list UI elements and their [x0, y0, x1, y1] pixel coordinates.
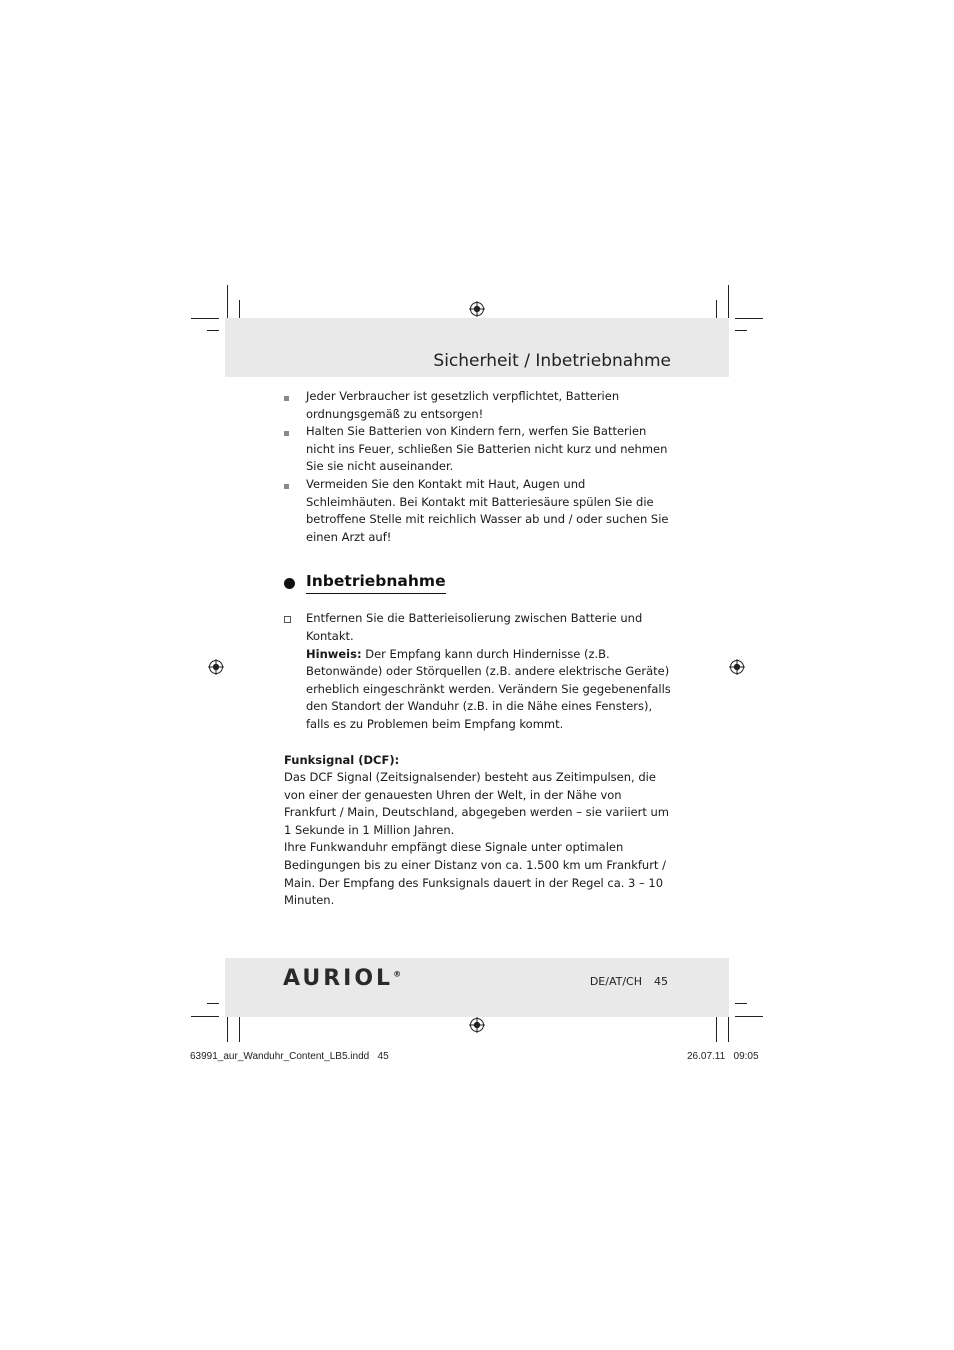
page-content: [284, 388, 672, 910]
hint-label: Hinweis:: [306, 646, 362, 661]
list-item: Vermeiden Sie den Kontakt mit Haut, Augen und Schleimhäuten. Bei Kontakt mit Batteriesäure spülen Sie die betroffene Stelle mit reichlich Wasser ab und / oder suchen Sie einen Arzt auf!: [284, 476, 672, 546]
subsection-title: Funksignal (DCF):: [284, 752, 400, 767]
paragraph: Das DCF Signal (Zeitsignalsender) besteht aus Zeitimpulsen, die von einer der genauesten Uhren der Welt, in der Nähe von Frankfurt / Main, Deutschland, abgegeben werden – sie variiert um 1 Sekunde in 1 Million Jahren.: [284, 770, 669, 837]
hint-text: Der Empfang kann durch Hindernisse (z.B. Betonwände) oder Störquellen (z.B. andere elektrische Geräte) erheblich eingeschränkt werden. Verändern Sie gegebenenfalls den Standort der Wanduhr (z.B. in die Nähe eines Fensters), falls es zu Problemen beim Empfang kommt.: [306, 646, 671, 731]
crop-mark: [191, 1016, 219, 1017]
paragraph: Ihre Funkwanduhr empfängt diese Signale unter optimalen Bedingungen bis zu einer Distanz von ca. 1.500 km um Frankfurt / Main. Der Empfang des Funksignals dauert in der Regel ca. 3 – 10 Minuten.: [284, 840, 666, 908]
registration-mark-icon: [208, 659, 224, 675]
section-heading: [284, 573, 672, 595]
brand-logo: [283, 966, 401, 991]
crop-mark: [191, 318, 219, 319]
registration-mark-icon: [469, 1017, 485, 1033]
slug-datetime: 26.07.11 09:05: [687, 1051, 759, 1062]
footer-meta: [590, 975, 668, 988]
logo-registered-mark: ®: [393, 969, 402, 979]
logo-text: AURIOL: [283, 966, 394, 991]
slug-filename: 63991_aur_Wanduhr_Content_LB5.indd 45: [190, 1051, 389, 1062]
section-title: Inbetriebnahme: [306, 573, 446, 594]
safety-list: [284, 388, 672, 546]
checkbox-square-icon: [284, 616, 291, 623]
page-footer: [225, 958, 729, 1017]
crop-mark: [735, 1003, 747, 1004]
page-header: [225, 318, 729, 377]
crop-mark: [735, 1016, 763, 1017]
region-code: DE/AT/CH: [589, 975, 642, 988]
list-item: Halten Sie Batterien von Kindern fern, werfen Sie Batterien nicht ins Feuer, schließen Sie Batterien nicht kurz und nehmen Sie sie nicht auseinander.: [284, 423, 672, 476]
registration-mark-icon: [729, 659, 745, 675]
hint-paragraph: [306, 646, 672, 734]
crop-mark: [735, 330, 747, 331]
crop-mark: [207, 1003, 219, 1004]
list-item: Jeder Verbraucher ist gesetzlich verpflichtet, Batterien ordnungsgemäß zu entsorgen!: [284, 388, 672, 423]
bullet-dot-icon: [284, 578, 295, 589]
setup-step: [284, 610, 672, 733]
registration-mark-icon: [469, 301, 485, 317]
page-title: Sicherheit / Inbetriebnahme: [433, 351, 671, 371]
page-number: 45: [654, 975, 668, 988]
crop-mark: [207, 330, 219, 331]
crop-mark: [735, 318, 763, 319]
step-text: Entfernen Sie die Batterieisolierung zwischen Batterie und Kontakt.: [306, 611, 643, 643]
